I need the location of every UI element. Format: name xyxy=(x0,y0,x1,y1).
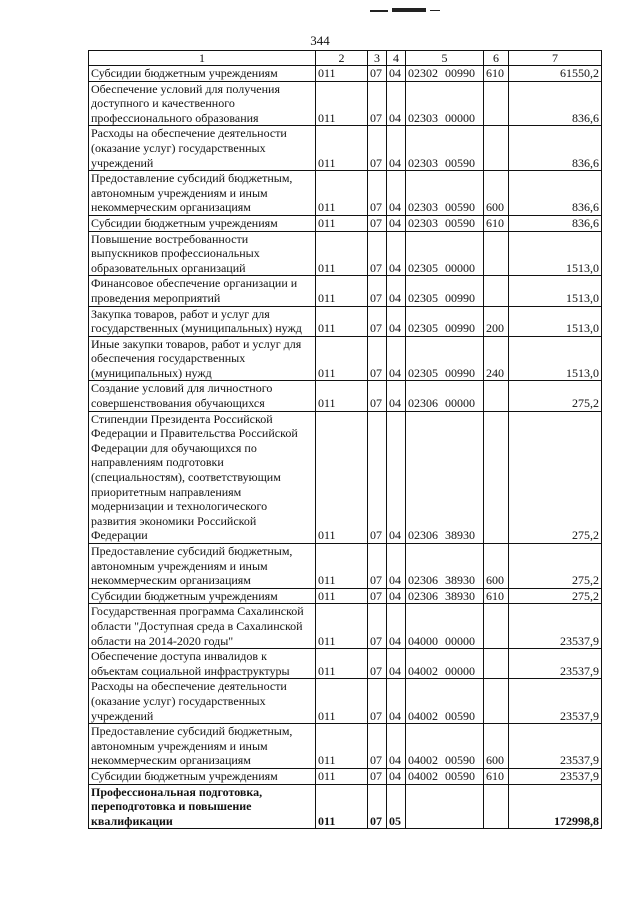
section-code: 07 xyxy=(368,588,387,604)
expense-type-code: 610 xyxy=(484,66,509,82)
amount: 23537,9 xyxy=(509,649,602,679)
target-article-code: 02306 38930 xyxy=(406,588,484,604)
column-header: 3 xyxy=(368,51,387,66)
section-code: 07 xyxy=(368,81,387,126)
table-row xyxy=(89,784,602,829)
target-article-code: 02305 00990 xyxy=(406,336,484,381)
expense-type-code: 200 xyxy=(484,306,509,336)
ministry-code: 011 xyxy=(316,381,368,411)
row-name: Закупка товаров, работ и услуг для государственных (муниципальных) нужд xyxy=(89,306,316,336)
ministry-code: 011 xyxy=(316,768,368,784)
expense-type-code: 600 xyxy=(484,171,509,216)
section-code: 07 xyxy=(368,649,387,679)
subsection-code: 04 xyxy=(387,306,406,336)
section-code: 07 xyxy=(368,411,387,543)
ministry-code: 011 xyxy=(316,724,368,769)
ministry-code: 011 xyxy=(316,604,368,649)
expense-type-code xyxy=(484,81,509,126)
ministry-code: 011 xyxy=(316,81,368,126)
ministry-code: 011 xyxy=(316,336,368,381)
amount: 1513,0 xyxy=(509,336,602,381)
section-code: 07 xyxy=(368,544,387,589)
target-article-code: 02306 38930 xyxy=(406,411,484,543)
table-row xyxy=(89,171,602,216)
table-row xyxy=(89,215,602,231)
subsection-code: 04 xyxy=(387,411,406,543)
subsection-code: 04 xyxy=(387,768,406,784)
section-code: 07 xyxy=(368,66,387,82)
expense-type-code: 240 xyxy=(484,336,509,381)
ministry-code: 011 xyxy=(316,231,368,276)
amount: 836,6 xyxy=(509,171,602,216)
subsection-code: 04 xyxy=(387,381,406,411)
row-name: Финансовое обеспечение организации и проведения мероприятий xyxy=(89,276,316,306)
row-name: Профессиональная подготовка, переподготовка и повышение квалификации xyxy=(89,784,316,829)
expense-type-code: 610 xyxy=(484,768,509,784)
expense-type-code xyxy=(484,126,509,171)
subsection-code: 04 xyxy=(387,215,406,231)
row-name: Создание условий для личностного совершенствования обучающихся xyxy=(89,381,316,411)
amount: 23537,9 xyxy=(509,679,602,724)
expense-type-code xyxy=(484,604,509,649)
section-code: 07 xyxy=(368,784,387,829)
column-header: 1 xyxy=(89,51,316,66)
table-row xyxy=(89,724,602,769)
amount: 275,2 xyxy=(509,411,602,543)
row-name: Субсидии бюджетным учреждениям xyxy=(89,588,316,604)
target-article-code: 04002 00000 xyxy=(406,649,484,679)
ministry-code: 011 xyxy=(316,171,368,216)
table-row xyxy=(89,276,602,306)
expense-type-code xyxy=(484,231,509,276)
amount: 1513,0 xyxy=(509,231,602,276)
row-name: Субсидии бюджетным учреждениям xyxy=(89,215,316,231)
row-name: Иные закупки товаров, работ и услуг для обеспечения государственных (муниципальных) нужд xyxy=(89,336,316,381)
table-row xyxy=(89,604,602,649)
target-article-code: 02303 00000 xyxy=(406,81,484,126)
table-row xyxy=(89,126,602,171)
subsection-code: 04 xyxy=(387,649,406,679)
amount: 836,6 xyxy=(509,215,602,231)
ministry-code: 011 xyxy=(316,306,368,336)
target-article-code: 02305 00990 xyxy=(406,276,484,306)
target-article-code: 04002 00590 xyxy=(406,679,484,724)
section-code: 07 xyxy=(368,724,387,769)
expense-type-code xyxy=(484,276,509,306)
row-name: Обеспечение доступа инвалидов к объектам социальной инфраструктуры xyxy=(89,649,316,679)
table-row xyxy=(89,768,602,784)
target-article-code: 02303 00590 xyxy=(406,126,484,171)
table-row xyxy=(89,381,602,411)
ministry-code: 011 xyxy=(316,411,368,543)
budget-table xyxy=(88,50,602,829)
row-name: Обеспечение условий для получения доступного и качественного профессионального образования xyxy=(89,81,316,126)
target-article-code: 02306 00000 xyxy=(406,381,484,411)
table-row xyxy=(89,679,602,724)
subsection-code: 04 xyxy=(387,231,406,276)
column-header: 4 xyxy=(387,51,406,66)
ministry-code: 011 xyxy=(316,544,368,589)
table-row xyxy=(89,66,602,82)
expense-type-code: 600 xyxy=(484,724,509,769)
target-article-code: 02305 00000 xyxy=(406,231,484,276)
expense-type-code xyxy=(484,381,509,411)
subsection-code: 04 xyxy=(387,276,406,306)
row-name: Расходы на обеспечение деятельности (оказание услуг) государственных учреждений xyxy=(89,126,316,171)
amount: 23537,9 xyxy=(509,604,602,649)
expense-type-code xyxy=(484,679,509,724)
table-row xyxy=(89,81,602,126)
column-header: 7 xyxy=(509,51,602,66)
expense-type-code xyxy=(484,411,509,543)
subsection-code: 04 xyxy=(387,66,406,82)
table-row xyxy=(89,306,602,336)
table-row xyxy=(89,588,602,604)
target-article-code: 04000 00000 xyxy=(406,604,484,649)
amount: 836,6 xyxy=(509,81,602,126)
scan-artifact xyxy=(370,8,440,14)
row-name: Предоставление субсидий бюджетным, автономным учреждениям и иным некоммерческим организациям xyxy=(89,544,316,589)
target-article-code: 02303 00590 xyxy=(406,171,484,216)
expense-type-code xyxy=(484,784,509,829)
target-article-code: 04002 00590 xyxy=(406,724,484,769)
ministry-code: 011 xyxy=(316,66,368,82)
row-name: Предоставление субсидий бюджетным, автономным учреждениям и иным некоммерческим организациям xyxy=(89,724,316,769)
expense-type-code: 610 xyxy=(484,588,509,604)
subsection-code: 04 xyxy=(387,544,406,589)
amount: 172998,8 xyxy=(509,784,602,829)
amount: 1513,0 xyxy=(509,306,602,336)
column-header: 6 xyxy=(484,51,509,66)
column-header: 2 xyxy=(316,51,368,66)
ministry-code: 011 xyxy=(316,784,368,829)
page-number: 344 xyxy=(310,33,330,48)
amount: 275,2 xyxy=(509,544,602,589)
row-name: Субсидии бюджетным учреждениям xyxy=(89,768,316,784)
target-article-code: 02303 00590 xyxy=(406,215,484,231)
section-code: 07 xyxy=(368,381,387,411)
expense-type-code: 600 xyxy=(484,544,509,589)
row-name: Расходы на обеспечение деятельности (оказание услуг) государственных учреждений xyxy=(89,679,316,724)
row-name: Стипендии Президента Российской Федерации и Правительства Российской Федерации для обучающихся по направлениям подготовки (специальностям), соответствующим приоритетным направлениям модернизации и технологического развития экономики Российской Федерации xyxy=(89,411,316,543)
row-name: Субсидии бюджетным учреждениям xyxy=(89,66,316,82)
target-article-code: 02302 00990 xyxy=(406,66,484,82)
ministry-code: 011 xyxy=(316,276,368,306)
subsection-code: 04 xyxy=(387,588,406,604)
table-row xyxy=(89,544,602,589)
amount: 1513,0 xyxy=(509,276,602,306)
column-header: 5 xyxy=(406,51,484,66)
column-number-row xyxy=(89,51,602,66)
target-article-code: 04002 00590 xyxy=(406,768,484,784)
target-article-code: 02306 38930 xyxy=(406,544,484,589)
ministry-code: 011 xyxy=(316,215,368,231)
section-code: 07 xyxy=(368,276,387,306)
table-row xyxy=(89,231,602,276)
ministry-code: 011 xyxy=(316,588,368,604)
subsection-code: 05 xyxy=(387,784,406,829)
row-name: Предоставление субсидий бюджетным, автономным учреждениям и иным некоммерческим организациям xyxy=(89,171,316,216)
section-code: 07 xyxy=(368,126,387,171)
section-code: 07 xyxy=(368,231,387,276)
amount: 61550,2 xyxy=(509,66,602,82)
expense-type-code: 610 xyxy=(484,215,509,231)
table-row xyxy=(89,336,602,381)
subsection-code: 04 xyxy=(387,604,406,649)
section-code: 07 xyxy=(368,604,387,649)
subsection-code: 04 xyxy=(387,724,406,769)
amount: 275,2 xyxy=(509,381,602,411)
amount: 275,2 xyxy=(509,588,602,604)
section-code: 07 xyxy=(368,679,387,724)
subsection-code: 04 xyxy=(387,171,406,216)
row-name: Государственная программа Сахалинской области "Доступная среда в Сахалинской области на 2014-2020 годы" xyxy=(89,604,316,649)
section-code: 07 xyxy=(368,171,387,216)
target-article-code xyxy=(406,784,484,829)
ministry-code: 011 xyxy=(316,679,368,724)
target-article-code: 02305 00990 xyxy=(406,306,484,336)
subsection-code: 04 xyxy=(387,126,406,171)
table-row xyxy=(89,411,602,543)
amount: 23537,9 xyxy=(509,724,602,769)
amount: 836,6 xyxy=(509,126,602,171)
section-code: 07 xyxy=(368,768,387,784)
amount: 23537,9 xyxy=(509,768,602,784)
subsection-code: 04 xyxy=(387,679,406,724)
section-code: 07 xyxy=(368,306,387,336)
row-name: Повышение востребованности выпускников профессиональных образовательных организаций xyxy=(89,231,316,276)
subsection-code: 04 xyxy=(387,81,406,126)
table-row xyxy=(89,649,602,679)
section-code: 07 xyxy=(368,336,387,381)
section-code: 07 xyxy=(368,215,387,231)
subsection-code: 04 xyxy=(387,336,406,381)
ministry-code: 011 xyxy=(316,649,368,679)
ministry-code: 011 xyxy=(316,126,368,171)
expense-type-code xyxy=(484,649,509,679)
